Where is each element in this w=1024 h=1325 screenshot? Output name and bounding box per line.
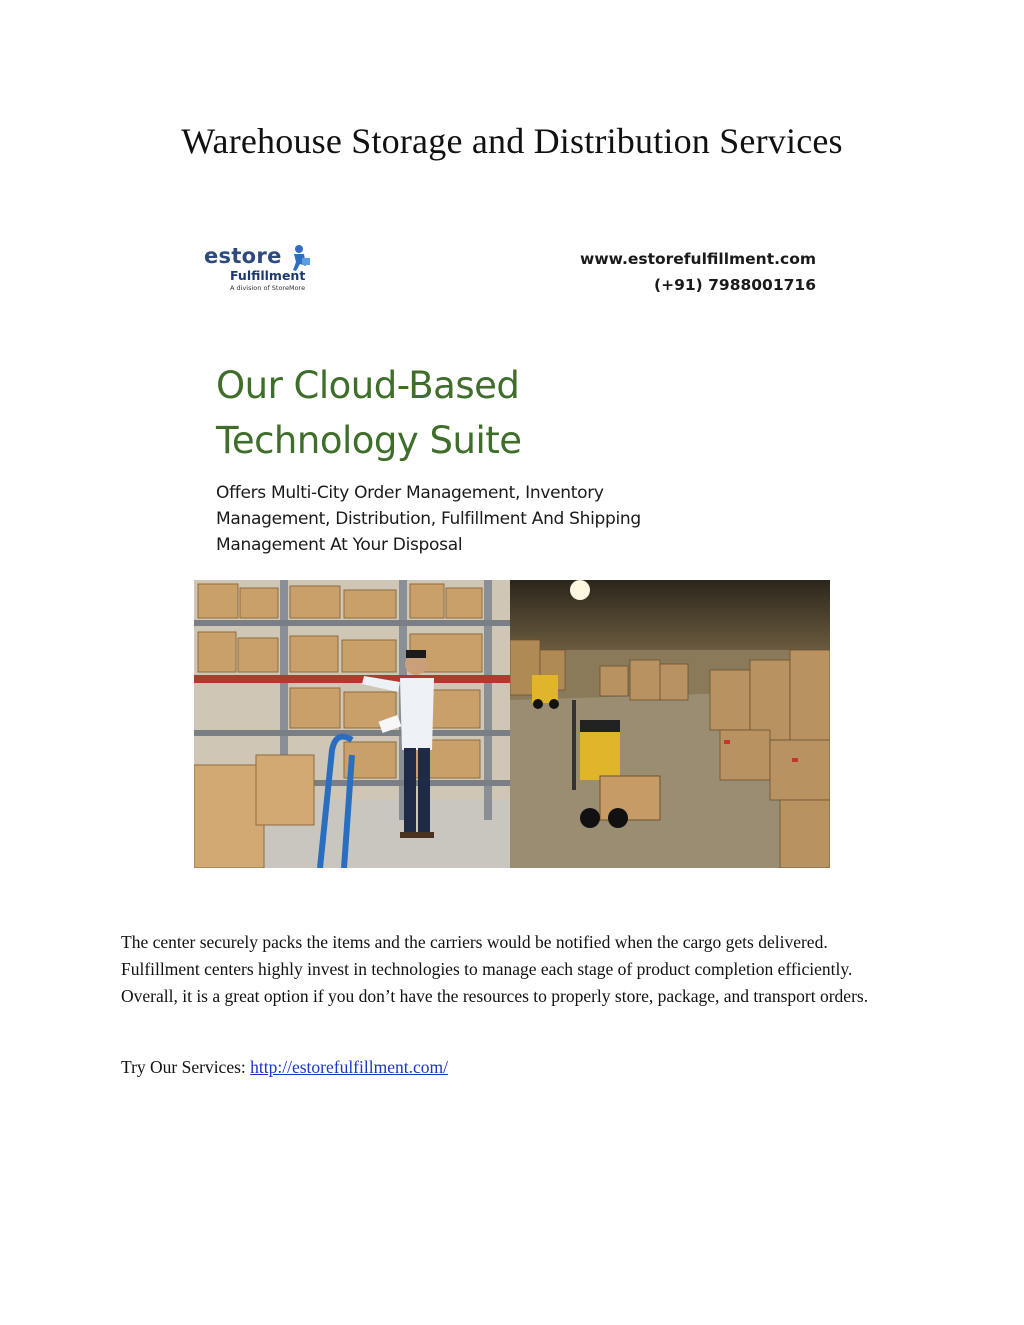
subhead-line-3: Management At Your Disposal: [216, 535, 463, 555]
promo-banner: [194, 230, 830, 870]
warehouse-floor-photo: [510, 580, 830, 868]
phone-text: (+91) 7988001716: [654, 276, 816, 294]
logo-brand: estore: [204, 244, 282, 268]
forklift-warehouse-illustration: [510, 580, 830, 868]
estorefulfillment-link[interactable]: http://estorefulfillment.com/: [250, 1057, 448, 1077]
banner-headline: [216, 358, 736, 468]
try-services-line: [121, 1054, 448, 1081]
page-title: Warehouse Storage and Distribution Services: [181, 121, 843, 161]
subhead-line-2: Management, Distribution, Fulfillment And Shipping: [216, 509, 641, 529]
worker-shelves-illustration: [194, 580, 510, 868]
warehouse-worker-photo: [194, 580, 510, 868]
estore-logo: [204, 244, 354, 294]
logo-tagline: A division of StoreMore: [230, 284, 306, 292]
subhead-line-1: Offers Multi-City Order Management, Inventory: [216, 483, 604, 503]
banner-subhead: [216, 480, 736, 558]
warehouse-photos: [194, 580, 830, 868]
headline-line-1: Our Cloud-Based: [216, 364, 520, 407]
contact-info: [580, 246, 816, 298]
try-services-label: Try Our Services:: [121, 1057, 251, 1077]
headline-line-2: Technology Suite: [216, 419, 522, 462]
logo-product: Fulfillment: [230, 268, 306, 283]
website-text: www.estorefulfillment.com: [580, 250, 816, 268]
body-paragraph: The center securely packs the items and the carriers would be notified when the cargo gets delivered. Fulfillment centers highly invest in technologies to manage each stage of product completion efficiently. Overall, it is a great option if you don’t have the resources to properly store, package, and transport orders.: [121, 932, 869, 1006]
